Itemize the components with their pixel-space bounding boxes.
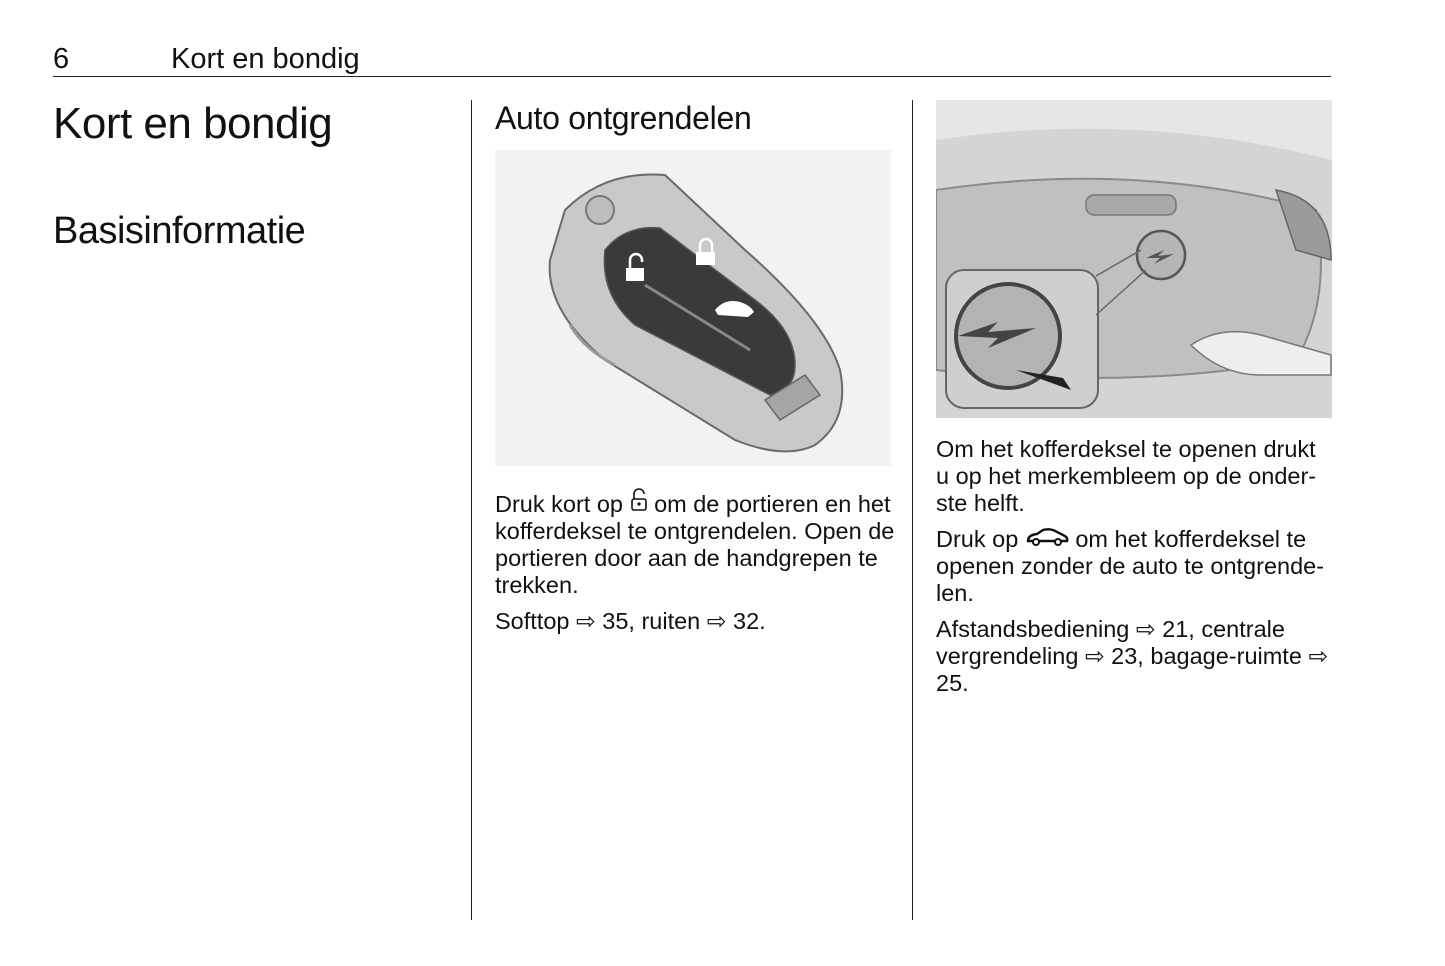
text-segment: Softtop <box>495 608 570 634</box>
header-title: Kort en bondig <box>171 43 360 75</box>
unlock-text <box>495 488 895 644</box>
key-fob-illustration <box>495 150 891 466</box>
page-reference-arrow-icon: ⇨ <box>1135 616 1156 642</box>
paragraph-references <box>495 608 895 635</box>
section-title: Basisinformatie <box>53 210 306 252</box>
column-divider-2 <box>912 100 913 920</box>
chapter-title: Kort en bondig <box>53 99 333 148</box>
column-middle <box>495 98 895 634</box>
text-segment: Druk op <box>936 526 1019 552</box>
text-segment: 25. <box>936 670 969 696</box>
paragraph-unlock <box>495 488 895 599</box>
car-trunk-icon <box>1025 527 1069 547</box>
text-segment: Afstandsbediening <box>936 616 1130 642</box>
section-heading-unlock: Auto ontgrendelen <box>495 100 752 136</box>
text-segment: om het kofferdeksel te openen zonder de auto te ontgrende-len. <box>936 526 1325 606</box>
paragraph-references <box>936 616 1332 697</box>
page-reference-arrow-icon: ⇨ <box>1084 643 1105 669</box>
page-header <box>53 42 1331 77</box>
paragraph-trunk-button <box>936 526 1332 607</box>
trunk-text <box>936 436 1332 706</box>
text-segment: om de portieren en het kofferdeksel te ontgrendelen. Open de portieren door aan de handgrepen te trekken. <box>495 491 895 598</box>
text-segment: 35, ruiten <box>602 608 701 634</box>
text-segment: Druk kort op <box>495 491 623 517</box>
paragraph-trunk-open: Om het kofferdeksel te openen drukt u op het merkembleem op de onder-ste helft. <box>936 436 1317 516</box>
page-reference-arrow-icon: ⇨ <box>706 608 727 634</box>
text-segment: 21, centrale vergrendeling <box>936 616 1285 669</box>
column-divider-1 <box>471 100 472 920</box>
car-rear-illustration <box>936 100 1332 418</box>
text-segment: 23, bagage-ruimte <box>1111 643 1302 669</box>
page-reference-arrow-icon: ⇨ <box>1308 643 1329 669</box>
column-left <box>53 98 453 254</box>
text-segment: 32. <box>733 608 766 634</box>
page-reference-arrow-icon: ⇨ <box>576 608 596 634</box>
unlock-icon <box>630 488 648 512</box>
page-number: 6 <box>53 43 70 75</box>
